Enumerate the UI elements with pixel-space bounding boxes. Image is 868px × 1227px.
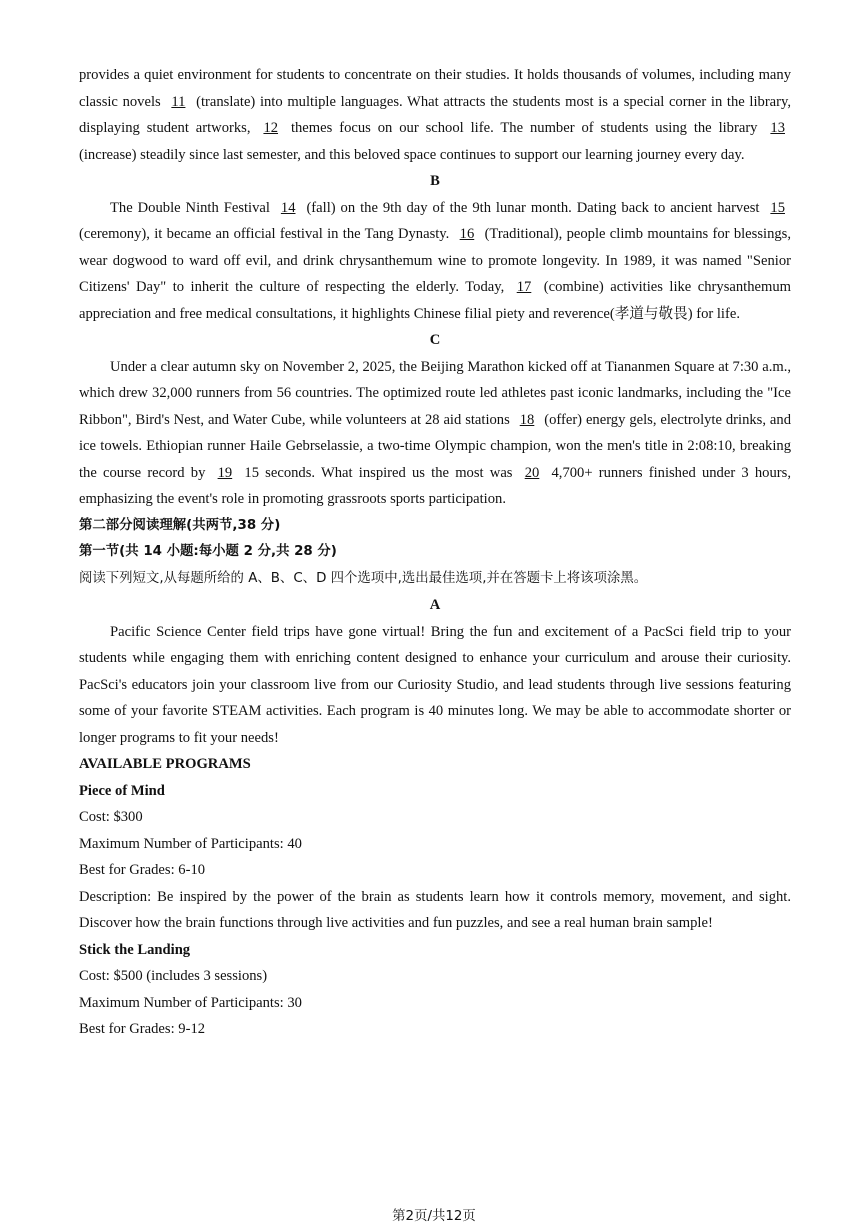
program2-max: Maximum Number of Participants: 30 — [79, 994, 302, 1011]
blank-20: 20 — [524, 464, 540, 481]
blank-13: 13 — [770, 120, 785, 136]
reading-a-heading: A — [429, 597, 441, 613]
section-c-heading: C — [429, 332, 441, 348]
text: (Traditional), people climb mountains for blessings, wear dogwood to ward off evil, and drink chrysanthemum wine to promote longevity. In 1989, it was named "Senior Citizens' Day" to inherit the culture of respecting the elderly. Today, — [79, 226, 791, 295]
text: (ceremony), it became an official festival in the Tang Dynasty. — [79, 226, 450, 242]
text: Under a clear autumn sky on November 2, 2025, the Beijing Marathon kicked off at Tiananmen Square at 7:30 a.m., which drew 32,000 runners from 56 countries. The optimized route led athletes past iconic landmarks, including the "Ice Ribbon", Bird's Nest, and Water Cube, while volunteers at 28 aid stations — [79, 358, 791, 428]
blank-19: 19 — [217, 464, 233, 481]
program1-cost: Cost: $300 — [79, 809, 143, 825]
blank-18: 18 — [519, 411, 535, 428]
text: The Double Ninth Festival — [110, 199, 270, 216]
text: 4,700+ runners finished under 3 hours, emphasizing the event's role in promoting grassroots sports participation. — [79, 464, 791, 507]
text: provides a quiet environment for students to concentrate on their studies. It holds thousands of volumes, including many classic novels — [79, 67, 791, 110]
section-c-passage — [79, 354, 791, 513]
program1-grades: Best for Grades: 6-10 — [79, 862, 206, 878]
program2-name: Stick the Landing — [79, 941, 191, 958]
program2-grades: Best for Grades: 9-12 — [79, 1021, 206, 1037]
part2-title: 第二部分阅读理解(共两节,38 分) — [79, 517, 281, 533]
program2-cost: Cost: $500 (includes 3 sessions) — [79, 968, 268, 984]
section-b-passage — [79, 195, 791, 328]
programs-heading: AVAILABLE PROGRAMS — [79, 756, 251, 772]
text: (increase) steadily since last semester, and this beloved space continues to support our learning journey every day. — [79, 146, 745, 163]
blank-15: 15 — [770, 199, 785, 216]
blank-16: 16 — [459, 226, 475, 242]
blank-11: 11 — [171, 93, 186, 110]
program1-name: Piece of Mind — [79, 782, 165, 799]
text: themes focus on our school life. The number of students using the library — [290, 120, 758, 136]
part2-instruction: 阅读下列短文,从每题所给的 A、B、C、D 四个选项中,选出最佳选项,并在答题卡上将该项涂黑。 — [79, 570, 648, 586]
blank-14: 14 — [280, 199, 296, 216]
passage-a-continued — [79, 62, 791, 168]
program1-description: Description: Be inspired by the power of the brain as students learn how it controls memory, movement, and sight. Discover how the brain functions through live activities and fun puzzles, and see a real human brain sample! — [79, 888, 791, 931]
program1-max: Maximum Number of Participants: 40 — [79, 835, 302, 852]
blank-12: 12 — [263, 120, 279, 136]
reading-a-intro: Pacific Science Center field trips have gone virtual! Bring the fun and excitement of a PacSci field trip to your students while engaging them with enriching content designed to enhance your curriculum and arouse their curiosity. PacSci's educators join your classroom live from our Curiosity Studio, and lead students through live sessions featuring some of your favorite STEAM activities. Each program is 40 minutes long. We may be able to accommodate shorter or longer programs to fit your needs! — [79, 623, 791, 746]
text: (offer) energy gels, electrolyte drinks, and ice towels. Ethiopian runner Haile Gebrselassie, a two-time Olympic champion, won the men's title in 2:08:10, breaking the course record by — [79, 411, 791, 481]
text: (fall) on the 9th day of the 9th lunar month. Dating back to ancient harvest — [306, 199, 760, 216]
exam-page — [79, 62, 791, 1043]
page-number: 第2页/共12页 — [392, 1209, 476, 1224]
text: (combine) activities like chrysanthemum appreciation and free medical consultations, it highlights Chinese filial piety and reverence(孝道与敬畏) for life. — [79, 279, 791, 322]
text: (translate) into multiple languages. What attracts the students most is a special corner in the library, displaying student artworks, — [79, 93, 792, 136]
text: 15 seconds. What inspired us the most was — [244, 464, 513, 481]
part2-section1: 第一节(共 14 小题:每小题 2 分,共 28 分) — [79, 544, 337, 559]
section-b-heading: B — [430, 173, 440, 189]
blank-17: 17 — [516, 279, 532, 295]
